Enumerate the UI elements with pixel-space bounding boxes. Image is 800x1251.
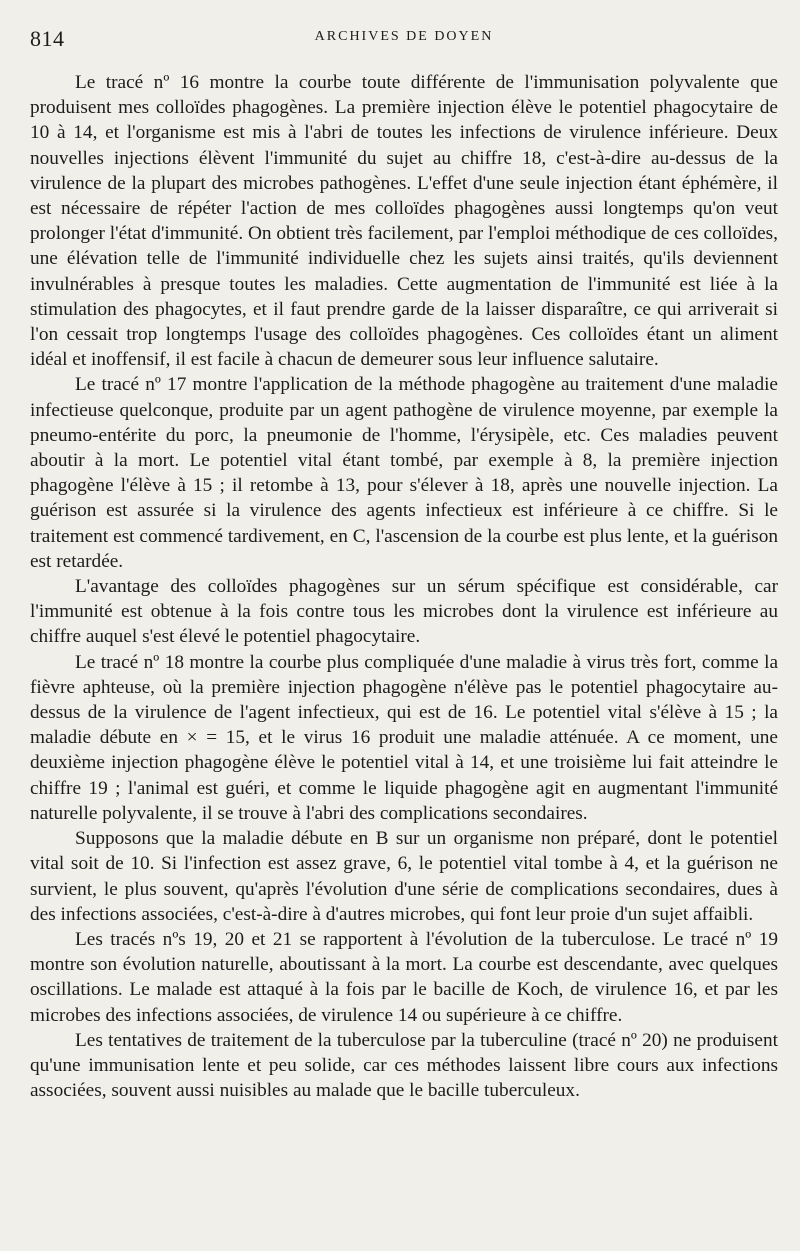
body-text: [30, 70, 778, 1103]
page-number: 814: [30, 26, 65, 51]
paragraph-traces-19-21: Les tracés nºs 19, 20 et 21 se rapportent à l'évolution de la tuberculose. Le tracé nº 19 montre son évolution naturelle, aboutissant à la mort. La courbe est descendante, avec quelques oscillations. Le malade est attaqué à la fois par le bacille de Koch, de virulence 16, et par les microbes des infections associées, de virulence 14 ou supérieure à ce chiffre.: [30, 928, 778, 1026]
paragraph-trace-17: Le tracé nº 17 montre l'application de la méthode phagogène au traitement d'une maladie infectieuse quelconque, produite par un agent pathogène de virulence moyenne, par exemple la pneumo-entérite du porc, la pneumonie de l'homme, l'érysipèle, etc. Ces maladies peuvent aboutir à la mort. Le potentiel vital étant tombé, par exemple à 8, la première injection phagogène l'élève à 15 ; il retombe à 13, pour s'élever à 18, après une nouvelle injection. La guérison est assurée si la virulence des agents infectieux est inférieure à ce chiffre. Si le traitement est commencé tardivement, en C, l'ascension de la courbe est plus lente, et la guérison est retardée.: [30, 374, 778, 572]
paragraph-supposons: Supposons que la maladie débute en B sur un organisme non préparé, dont le potentiel vital soit de 10. Si l'infection est assez grave, 6, le potentiel vital tombe à 4, et la guérison ne survient, le plus souvent, qu'après l'évolution d'une série de complications secondaires, dues à des infections associées, c'est-à-dire à d'autres microbes, qui font leur proie d'un sujet affaibli.: [30, 828, 778, 925]
running-head: ARCHIVES DE DOYEN: [314, 29, 494, 44]
page-header: [30, 26, 778, 60]
paragraph-trace-16: Le tracé nº 16 montre la courbe toute différente de l'immunisation polyvalente que produisent mes colloïdes phagogènes. La première injection élève le potentiel phagocytaire de 10 à 14, et l'organisme est mis à l'abri de toutes les infections de virulence inférieure. Deux nouvelles injections élèvent l'immunité du sujet au chiffre 18, c'est-à-dire au-dessus de la virulence de la plupart des microbes pathogènes. L'effet d'une seule injection étant éphémère, il est nécessaire de répéter l'action de mes colloïdes phagogènes aussi longtemps qu'on veut prolonger l'état d'immunité. On obtient très facilement, par l'emploi méthodique de ces colloïdes, une élévation telle de l'immunité individuelle chez les sujets ainsi traités, qu'ils deviennent invulnérables à presque toutes les maladies. Cette augmentation de l'immunité est liée à la stimulation des phagocytes, et il faut prendre garde de la laisser disparaître, ce qui arriverait si l'on cessait trop longtemps l'usage des colloïdes phagogènes. Ces colloïdes étant un aliment idéal et inoffensif, il est facile à chacun de demeurer sous leur influence salutaire.: [30, 72, 778, 371]
paragraph-advantage: L'avantage des colloïdes phagogènes sur un sérum spécifique est considérable, car l'immunité est obtenue à la fois contre tous les microbes dont la virulence est inférieure au chiffre auquel s'est élevé le potentiel phagocytaire.: [30, 576, 778, 648]
paragraph-tuberculine: Les tentatives de traitement de la tuberculose par la tuberculine (tracé nº 20) ne produisent qu'une immunisation lente et peu solide, car ces méthodes laissent libre cours aux infections associées, souvent aussi nuisibles au malade que le bacille tuberculeux.: [30, 1029, 778, 1102]
paragraph-trace-18: Le tracé nº 18 montre la courbe plus compliquée d'une maladie à virus très fort, comme la fièvre aphteuse, où la première injection phagogène n'élève pas le potentiel phagocytaire au-dessus de la virulence de l'agent infectieux, qui est de 16. Le potentiel vital s'élève à 15 ; la maladie débute en × = 15, et le virus 16 produit une maladie atténuée. A ce moment, une deuxième injection phagogène élève le potentiel vital à 14, et une troisième lui fait atteindre le chiffre 19 ; l'animal est guéri, et comme le liquide phagogène agit en augmentant l'immunité naturelle polyvalente, il se trouve à l'abri des complications secondaires.: [30, 651, 778, 824]
